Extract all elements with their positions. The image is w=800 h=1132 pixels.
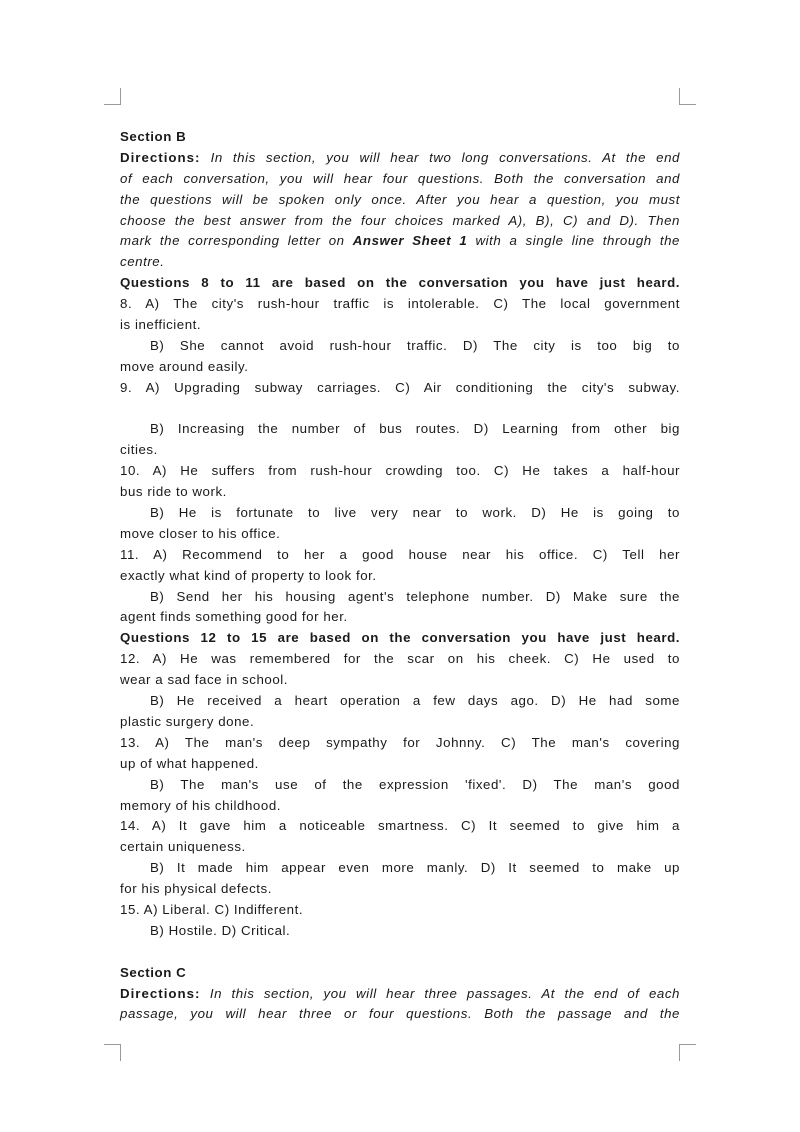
question-8 (120, 294, 680, 378)
question-15 (120, 900, 680, 942)
section-c-directions-line-2: passage, you will hear three or four questions. Both the passage and the (120, 1006, 680, 1022)
question-10 (120, 461, 680, 545)
question-12 (120, 649, 680, 733)
section-b-directions-label: Directions: (120, 149, 201, 165)
q10-line-2: bus ride to work. (120, 484, 227, 500)
q14-line-1: 14. A) It gave him a noticeable smartness. C) It seemed to give him a (120, 818, 680, 834)
question-11 (120, 545, 680, 629)
q13-line-1: 13. A) The man's deep sympathy for Johnny. C) The man's covering (120, 734, 680, 750)
q8-line-1: 8. A) The city's rush-hour traffic is intolerable. C) The local government (120, 296, 680, 312)
q8-line-4: move around easily. (120, 358, 249, 374)
q11-line-4: agent finds something good for her. (120, 609, 348, 625)
section-b-directions-line-4: choose the best answer from the four choices marked A), B), C) and D). Then (120, 212, 680, 228)
q9-spacer (120, 399, 680, 420)
q9-line-3: cities. (120, 442, 158, 458)
q13-line-4: memory of his childhood. (120, 797, 282, 813)
q15-line-2: B) Hostile. D) Critical. (150, 922, 291, 938)
q12-line-3: B) He received a heart operation a few days ago. D) He had some (150, 693, 680, 709)
section-b-directions-line-6: centre. (120, 254, 165, 270)
page-content (120, 127, 680, 1025)
section-b-directions-line-5 (120, 231, 680, 252)
q9-line-1: 9. A) Upgrading subway carriages. C) Air conditioning the city's subway. (120, 379, 680, 395)
q11-line-3: B) Send her his housing agent's telephone number. D) Make sure the (150, 588, 680, 604)
q13-line-3: B) The man's use of the expression 'fixed'. D) The man's good (150, 776, 680, 792)
q8-line-2: is inefficient. (120, 317, 202, 333)
section-b-directions-text-1: In this section, you will hear two long conversations. At the end (210, 149, 680, 165)
q10-line-3: B) He is fortunate to live very near to work. D) He is going to (150, 505, 680, 521)
section-c-directions-text-1: In this section, you will hear three passages. At the end of each (209, 985, 680, 1001)
group-1-heading: Questions 8 to 11 are based on the conversation you have just heard. (120, 275, 680, 291)
q14-line-3: B) It made him appear even more manly. D) It seemed to make up (150, 860, 680, 876)
section-c-heading: Section C (120, 964, 187, 980)
group-2-heading: Questions 12 to 15 are based on the conversation you have just heard. (120, 630, 680, 646)
q10-line-4: move closer to his office. (120, 525, 281, 541)
answer-sheet-ref: Answer Sheet 1 (352, 233, 468, 249)
q13-line-2: up of what happened. (120, 755, 259, 771)
section-c-directions-label: Directions: (120, 985, 201, 1001)
q8-line-3: B) She cannot avoid rush-hour traffic. D) The city is too big to (150, 337, 680, 353)
q12-line-2: wear a sad face in school. (120, 672, 289, 688)
section-b-directions-line-2: of each conversation, you will hear four questions. Both the conversation and (120, 170, 680, 186)
section-spacer (120, 942, 680, 963)
question-9 (120, 378, 680, 462)
q10-line-1: 10. A) He suffers from rush-hour crowding too. C) He takes a half-hour (120, 463, 680, 479)
q14-line-4: for his physical defects. (120, 881, 272, 897)
q9-line-2: B) Increasing the number of bus routes. D) Learning from other big (150, 421, 680, 437)
q12-line-4: plastic surgery done. (120, 713, 255, 729)
crop-mark-top-right (679, 88, 696, 105)
section-b-directions-line-1 (120, 148, 680, 169)
q11-line-2: exactly what kind of property to look for. (120, 567, 377, 583)
crop-mark-bottom-right (679, 1044, 696, 1061)
q14-line-2: certain uniqueness. (120, 839, 246, 855)
q11-line-1: 11. A) Recommend to her a good house near his office. C) Tell her (120, 546, 680, 562)
question-13 (120, 733, 680, 817)
crop-mark-top-left (104, 88, 121, 105)
directions-line-5-after: with a single line through the (467, 233, 680, 249)
q12-line-1: 12. A) He was remembered for the scar on his cheek. C) He used to (120, 651, 680, 667)
section-b-heading: Section B (120, 129, 187, 144)
question-14 (120, 816, 680, 900)
section-b-directions-line-3: the questions will be spoken only once. After you hear a question, you must (120, 191, 680, 207)
crop-mark-bottom-left (104, 1044, 121, 1061)
directions-line-5-before: mark the corresponding letter on (120, 233, 353, 249)
section-c-directions-line-1 (120, 984, 680, 1005)
q15-line-1: 15. A) Liberal. C) Indifferent. (120, 901, 304, 917)
